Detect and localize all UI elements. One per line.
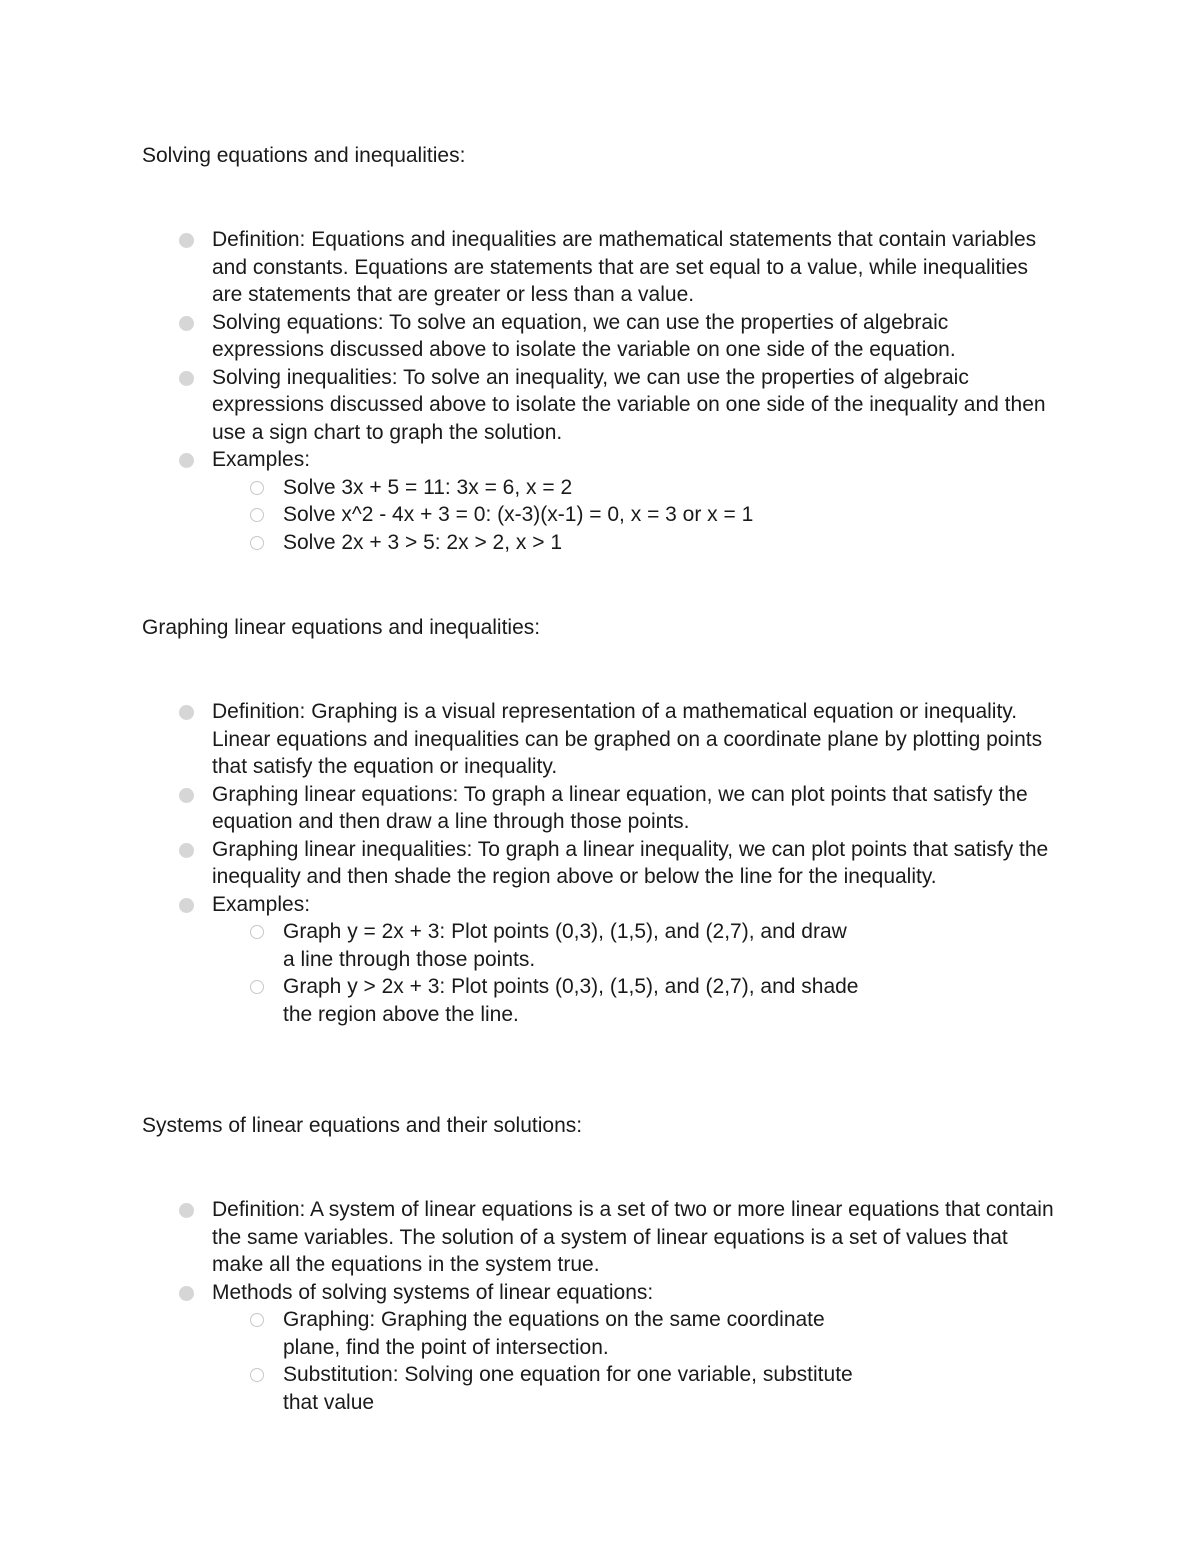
bullet-circle-icon (250, 536, 264, 550)
sub-list-item-text: Substitution: Solving one equation for one variable, substitute that value (283, 1363, 853, 1414)
bullet-circle-icon (250, 1313, 264, 1327)
section-heading: Solving equations and inequalities: (142, 144, 466, 167)
sub-list-item (0, 529, 861, 557)
bullet-dot-icon (179, 1203, 194, 1218)
list-item-text: Methods of solving systems of linear equations: (212, 1280, 654, 1304)
list-item-text: Solving equations: To solve an equation, we can use the properties of algebraic expressions discussed above to isolate the variable on one side of the equation. (212, 310, 956, 361)
bullet-circle-icon (250, 980, 264, 994)
list-item (0, 891, 1062, 1029)
bullet-dot-icon (179, 898, 194, 913)
bullet-dot-icon (179, 316, 194, 331)
bullet-circle-icon (250, 925, 264, 939)
sub-list-item (0, 1306, 861, 1361)
sub-list-item-text: Graph y = 2x + 3: Plot points (0,3), (1,5), and (2,7), and draw a line through those points. (283, 920, 847, 971)
bullet-dot-icon (179, 233, 194, 248)
bullet-dot-icon (179, 371, 194, 386)
bullet-dot-icon (179, 705, 194, 720)
list-item (0, 309, 1062, 364)
bullet-circle-icon (250, 481, 264, 495)
sub-bullet-list (212, 918, 1062, 1028)
list-item-text: Solving inequalities: To solve an inequality, we can use the properties of algebraic expressions discussed above to isolate the variable on one side of the inequality and then use a sign chart to graph the solution. (212, 365, 1046, 444)
sub-list-item-text: Graph y > 2x + 3: Plot points (0,3), (1,5), and (2,7), and shade the region above the line. (283, 975, 859, 1026)
section-heading: Graphing linear equations and inequalities: (142, 616, 541, 639)
sub-list-item (0, 973, 861, 1028)
bullet-list (0, 1196, 1062, 1416)
section-heading: Systems of linear equations and their solutions: (142, 1114, 583, 1137)
sub-bullet-list (212, 474, 1062, 557)
sub-list-item-text: Solve x^2 - 4x + 3 = 0: (x-3)(x-1) = 0, x = 3 or x = 1 (283, 503, 754, 526)
bullet-dot-icon (179, 1286, 194, 1301)
sub-list-item-text: Graphing: Graphing the equations on the same coordinate plane, find the point of intersection. (283, 1308, 825, 1359)
bullet-dot-icon (179, 453, 194, 468)
sub-list-item-text: Solve 3x + 5 = 11: 3x = 6, x = 2 (283, 475, 573, 499)
sub-bullet-list (212, 1306, 1062, 1416)
list-item (0, 781, 1062, 836)
bullet-dot-icon (179, 843, 194, 858)
list-item (0, 1279, 1062, 1417)
list-item-text: Examples: (212, 448, 311, 471)
list-item-text: Definition: Graphing is a visual representation of a mathematical equation or inequality. Linear equations and inequalities can be graphed on a coordinate plane by plotting points that satisfy the equation or inequality. (212, 700, 1043, 778)
bullet-circle-icon (250, 1368, 264, 1382)
list-item-text: Graphing linear equations: To graph a linear equation, we can plot points that satisfy the equation and then draw a line through those points. (212, 782, 1028, 833)
bullet-circle-icon (250, 508, 264, 522)
list-item (0, 364, 1062, 447)
bullet-list (0, 226, 1062, 556)
list-item (0, 226, 1062, 309)
list-item-text: Examples: (212, 892, 311, 916)
list-item-text: Definition: Equations and inequalities are mathematical statements that contain variables and constants. Equations are statements that are set equal to a value, while inequalities are statements that are greater or less than a value. (212, 228, 1037, 306)
list-item (0, 1196, 1062, 1279)
list-item-text: Graphing linear inequalities: To graph a linear inequality, we can plot points that satisfy the inequality and then shade the region above or below the line for the inequality. (212, 837, 1049, 888)
sub-list-item (0, 1361, 861, 1416)
list-item (0, 698, 1062, 781)
bullet-list (0, 698, 1062, 1028)
bullet-dot-icon (179, 788, 194, 803)
sub-list-item (0, 918, 861, 973)
list-item (0, 446, 1062, 556)
sub-list-item (0, 474, 861, 502)
list-item-text: Definition: A system of linear equations is a set of two or more linear equations that contain the same variables. The solution of a system of linear equations is a set of values that make all the equations in the system true. (212, 1198, 1054, 1276)
list-item (0, 836, 1062, 891)
sub-list-item (0, 501, 861, 529)
sub-list-item-text: Solve 2x + 3 > 5: 2x > 2, x > 1 (283, 530, 563, 554)
